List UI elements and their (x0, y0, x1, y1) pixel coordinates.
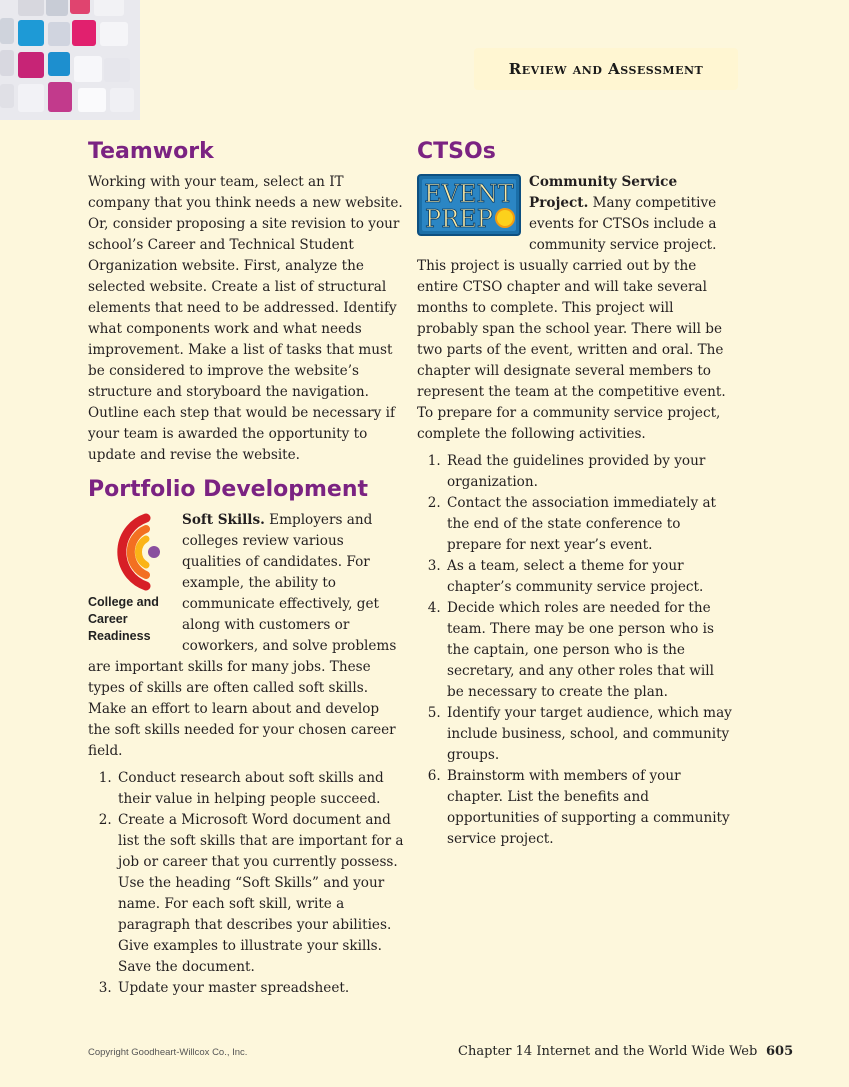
portfolio-text: Employers and colleges review various qualities of candidates. For example, the ability to communicate effectively, get along with customers or coworkers, and solve problems are important skills for many jobs. These types of skills are often called soft skills. Make an effort to learn about and develop the soft skills needed for your chosen career field. (88, 512, 397, 759)
list-item: 5. Identify your target audience, which may include business, school, and community groups. (445, 703, 733, 766)
corner-tile-graphic (0, 0, 140, 120)
rainbow-arcs-icon (88, 512, 174, 592)
ctsos-section (417, 138, 733, 850)
ctsos-lead: Community Service Project. (529, 174, 678, 211)
portfolio-section (88, 476, 404, 999)
list-item: 2. Contact the association immediately at the end of the state conference to prepare for next year’s event. (445, 493, 733, 556)
college-career-readiness-icon (88, 512, 176, 642)
teamwork-section (88, 138, 404, 466)
list-item: 1. Read the guidelines provided by your organization. (445, 451, 733, 493)
event-prep-badge (417, 174, 521, 236)
footer-chapter-title: Chapter 14 Internet and the World Wide Web (458, 1044, 758, 1059)
teamwork-body: Working with your team, select an IT company that you think needs a new website. Or, consider proposing a site revision to your school’s Career and Technical Student Organization website. First, analyze the selected website. Create a list of structural elements that need to be addressed. Identify what components work and what needs improvement. Make a list of tasks that must be considered to improve the website’s structure and storyboard the navigation. Outline each step that would be necessary if your team is awarded the opportunity to update and revise the website. (88, 174, 403, 463)
right-column (417, 138, 733, 860)
header-banner (474, 48, 738, 90)
page-header-title: Review and Assessment (508, 60, 704, 78)
list-item: 2. Create a Microsoft Word document and list the soft skills that are important for a job or career that you currently possess. Use the heading “Soft Skills” and your name. For each soft skill, write a paragraph that describes your abilities. Give examples to illustrate your skills. Save the document. (116, 810, 404, 978)
footer-page-number: 605 (766, 1044, 794, 1059)
list-item: 3. As a team, select a theme for your chapter’s community service project. (445, 556, 733, 598)
portfolio-list (88, 768, 404, 999)
portfolio-lead: Soft Skills. (182, 512, 265, 528)
list-item: 1. Conduct research about soft skills and their value in helping people succeed. (116, 768, 404, 810)
teamwork-heading: Teamwork (88, 139, 214, 164)
portfolio-heading: Portfolio Development (88, 477, 369, 502)
list-item: 4. Decide which roles are needed for the team. There may be one person who is the captain, one person who is the secretary, and any other roles that will be necessary to create the plan. (445, 598, 733, 703)
ctsos-heading: CTSOs (417, 139, 496, 164)
event-prep-badge-line2: PREP (425, 205, 493, 233)
college-career-readiness-label: College and Career Readiness (88, 595, 159, 643)
footer-copyright: Copyright Goodheart-Willcox Co., Inc. (88, 1047, 248, 1058)
list-item: 6. Brainstorm with members of your chapter. List the benefits and opportunities of supporting a community service project. (445, 766, 733, 850)
ctsos-text: Many competitive events for CTSOs include a community service project. This project is usually carried out by the entire CTSO chapter and will take several months to complete. This project will probably span the school year. There will be two parts of the event, written and oral. The chapter will designate several members to represent the team at the competitive event. To prepare for a community service project, complete the following activities. (417, 195, 726, 442)
list-item: 3. Update your master spreadsheet. (116, 978, 404, 999)
event-prep-badge-line1: EVENT (424, 180, 514, 208)
left-column (88, 138, 404, 1009)
ctsos-list (417, 451, 733, 850)
